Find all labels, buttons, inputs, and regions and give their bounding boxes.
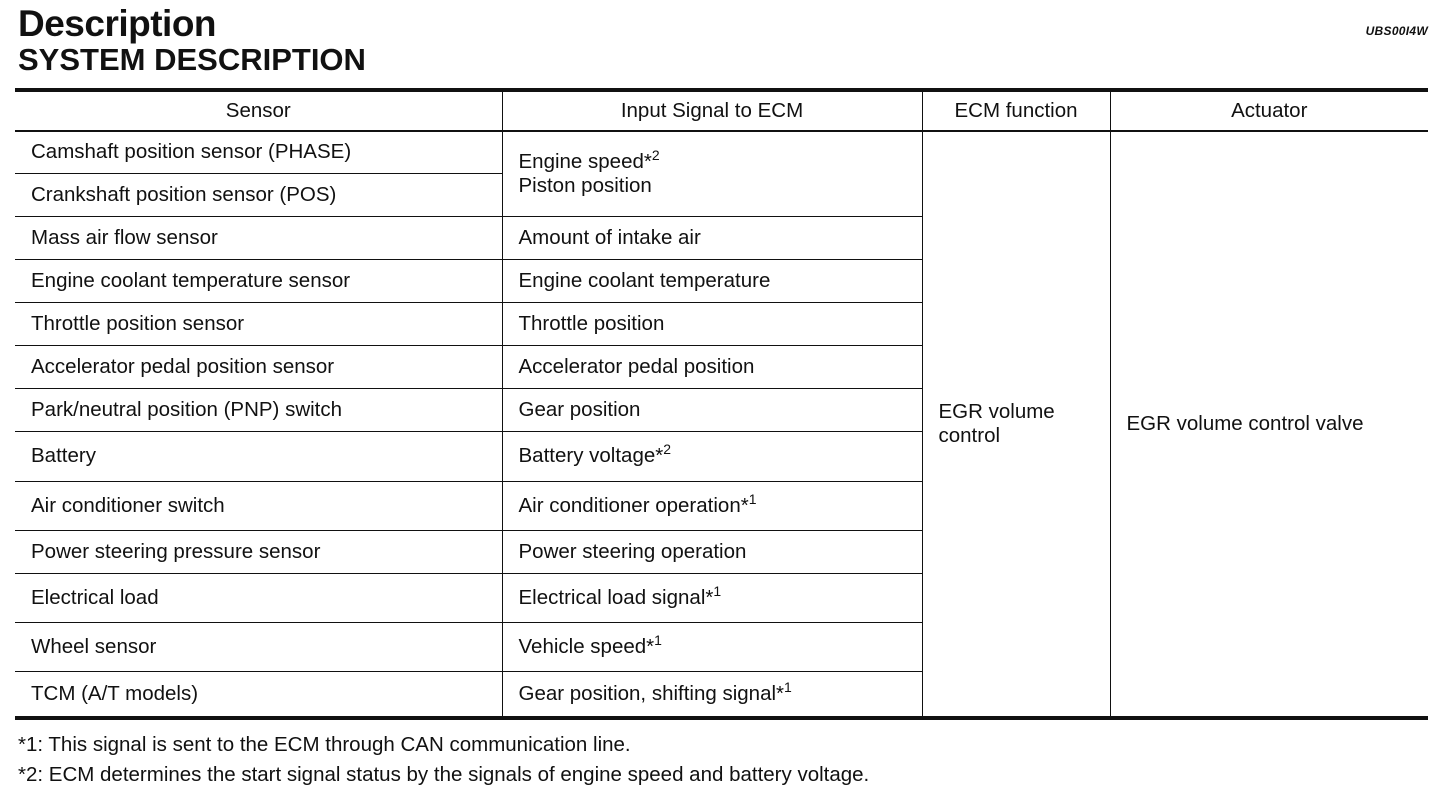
sensor-cell: TCM (A/T models) — [31, 681, 199, 705]
signal-cell-merged — [502, 131, 922, 216]
document-code: UBS00I4W — [1365, 24, 1428, 38]
column-header-sensor: Sensor — [15, 90, 502, 131]
sensor-cell: Camshaft position sensor (PHASE) — [15, 131, 502, 173]
signal-cell: Vehicle speed*$^1$ — [502, 622, 922, 671]
page-title: Description — [18, 3, 217, 44]
sensor-cell: Mass air flow sensor — [15, 216, 502, 259]
table-row — [15, 131, 1428, 173]
table-header-row — [15, 90, 1428, 131]
signal-cell: Accelerator pedal position — [502, 345, 922, 388]
sensor-cell: Accelerator pedal position sensor — [15, 345, 502, 388]
signal-cell: Engine coolant temperature — [502, 259, 922, 302]
signal-cell: Electrical load signal*$^1$ — [502, 573, 922, 622]
column-header-actuator: Actuator — [1110, 90, 1428, 131]
signal-cell: Gear position — [502, 388, 922, 431]
ecm-function-cell: EGR volume control — [922, 131, 1110, 718]
footnote-2: *2: ECM determines the start signal status by the signals of engine speed and battery voltage. — [18, 763, 870, 786]
column-header-input-signal: Input Signal to ECM — [502, 90, 922, 131]
signal-line: Piston position — [518, 173, 652, 197]
sensor-cell: Battery — [15, 431, 502, 481]
column-header-ecm-function: ECM function — [922, 90, 1110, 131]
sensor-cell: Throttle position sensor — [15, 302, 502, 345]
sensor-cell: Wheel sensor — [15, 622, 502, 671]
footnote-1: *1: This signal is sent to the ECM through CAN communication line. — [18, 733, 631, 756]
signal-cell: Air conditioner operation*$^1$ — [502, 481, 922, 530]
actuator-cell: EGR volume control valve — [1110, 131, 1428, 718]
signal-cell: Amount of intake air — [502, 216, 922, 259]
sensor-cell: Park/neutral position (PNP) switch — [15, 388, 502, 431]
sensor-cell: Engine coolant temperature sensor — [15, 259, 502, 302]
sensor-cell: Crankshaft position sensor (POS) — [15, 173, 502, 216]
signal-cell: Gear position, shifting signal*$^1$ — [502, 671, 922, 718]
sensor-cell: Electrical load — [15, 573, 502, 622]
sensor-cell: Air conditioner switch — [15, 481, 502, 530]
signal-cell: Throttle position — [502, 302, 922, 345]
signal-cell: Power steering operation — [502, 530, 922, 573]
signal-line: Engine speed*$^2$ — [518, 146, 660, 173]
sensor-cell: Power steering pressure sensor — [15, 530, 502, 573]
footnotes — [18, 730, 869, 790]
signal-cell: Battery voltage*$^2$ — [502, 431, 922, 481]
section-title: SYSTEM DESCRIPTION — [18, 42, 366, 77]
system-description-table — [15, 88, 1428, 720]
